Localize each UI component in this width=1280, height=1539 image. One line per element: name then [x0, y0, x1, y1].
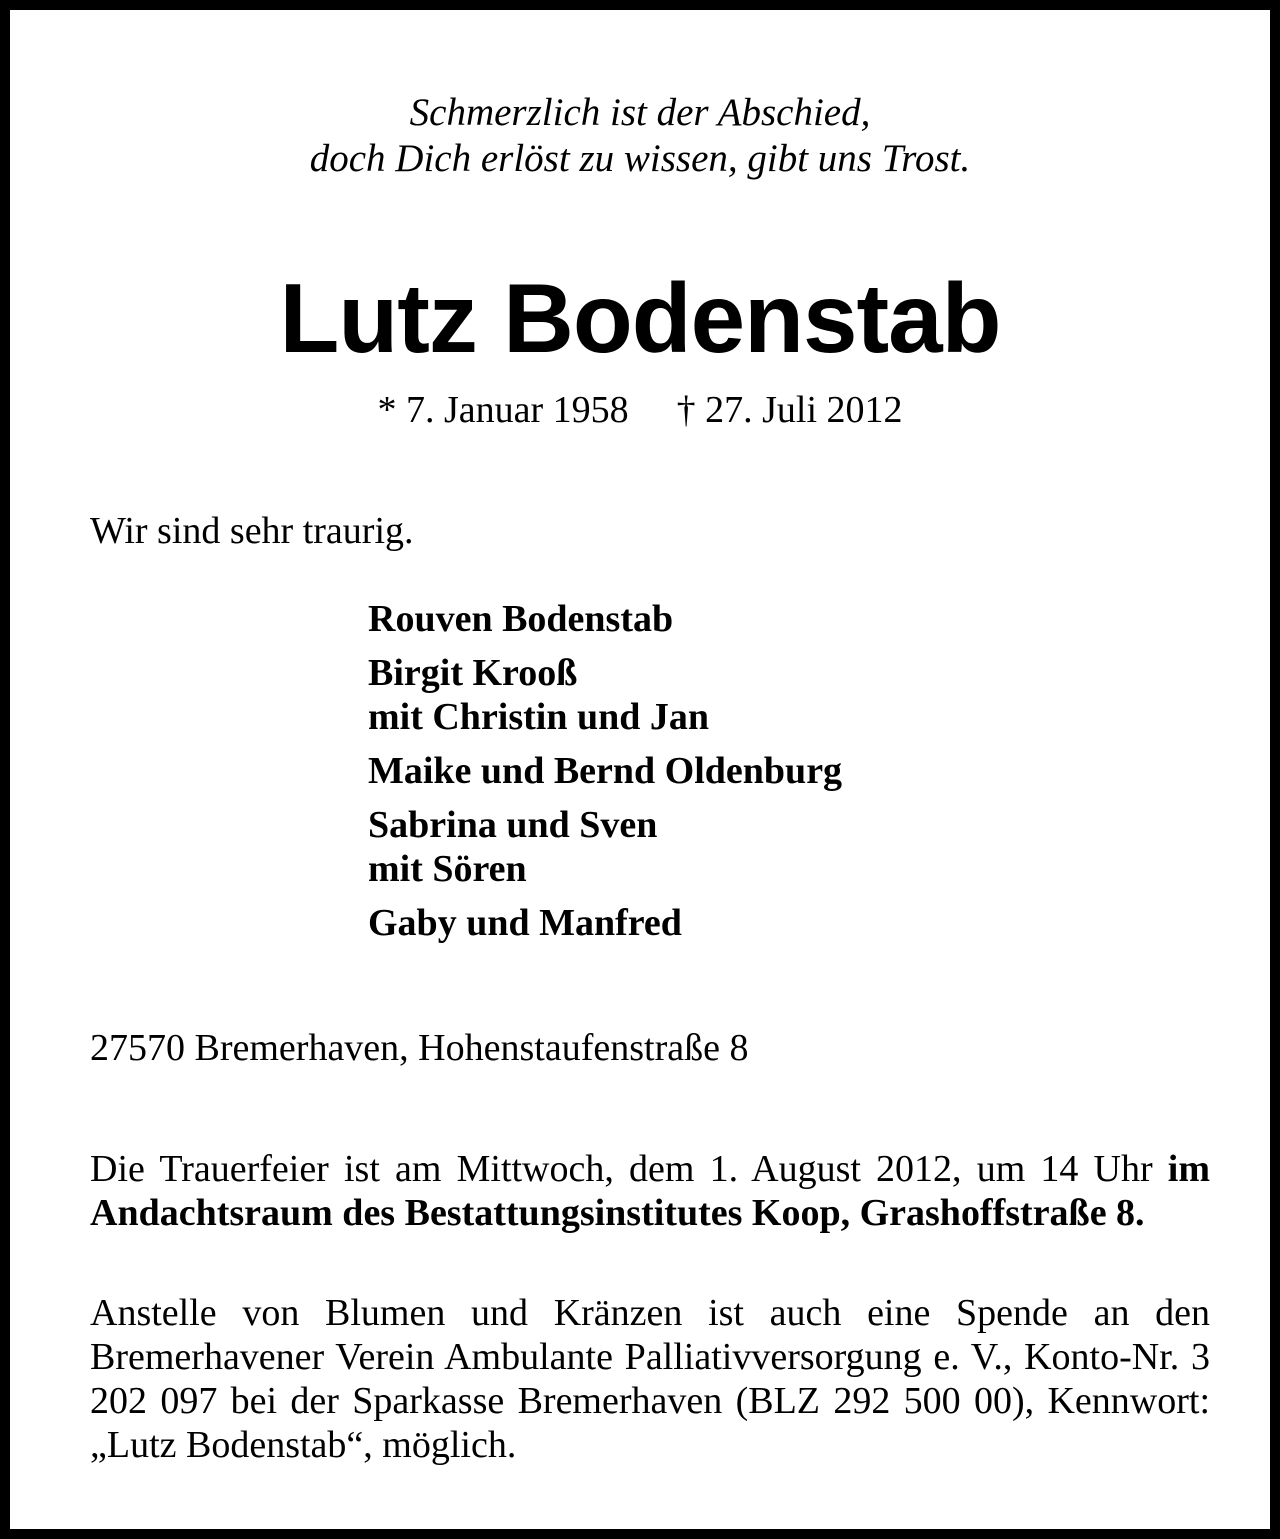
- funeral-text: Die Trauerfeier ist am Mittwoch, dem 1. August 2012, um 14 Uhr: [90, 1148, 1168, 1190]
- mourner-line: Rouven Bodenstab: [368, 598, 674, 640]
- mourner-group: [368, 749, 842, 793]
- mourner-group: [368, 651, 842, 739]
- quote-line-1: Schmerzlich ist der Abschied,: [409, 91, 871, 134]
- donation-request: Anstelle von Blumen und Kränzen ist auch eine Spende an den Bremerhavener Verein Ambulante Palliativversorgung e. V., Konto-Nr. 3 202 097 bei der Sparkasse Bremerhaven (BLZ 292 500 00), Kennwort: „Lutz Bodenstab“, möglich.: [90, 1292, 1210, 1466]
- mourner-line: Sabrina und Sven: [368, 804, 658, 846]
- mourner-line: Gaby und Manfred: [368, 902, 682, 944]
- memorial-quote: [10, 90, 1270, 182]
- death-date: † 27. Juli 2012: [676, 389, 903, 431]
- family-address: 27570 Bremerhaven, Hohenstaufenstraße 8: [90, 1027, 749, 1069]
- mourner-line: mit Sören: [368, 848, 527, 890]
- birth-date: * 7. Januar 1958: [377, 389, 629, 431]
- mourners-list: [368, 597, 842, 955]
- life-dates: [10, 387, 1270, 433]
- funeral-location: im Andachtsraum des Bestattungsinstitutes Koop, Grashoffstraße 8.: [90, 1148, 1210, 1234]
- mourner-group: [368, 803, 842, 891]
- funeral-details: [90, 1147, 1210, 1235]
- mourner-group: [368, 901, 842, 945]
- mourner-line: Birgit Krooß: [368, 652, 578, 694]
- intro-text: Wir sind sehr traurig.: [90, 510, 414, 552]
- deceased-name: Lutz Bodenstab: [279, 263, 1001, 373]
- mourner-line: Maike und Bernd Oldenburg: [368, 750, 843, 792]
- quote-line-2: doch Dich erlöst zu wissen, gibt uns Trost.: [309, 137, 971, 180]
- mourner-line: mit Christin und Jan: [368, 696, 710, 738]
- mourner-group: [368, 597, 842, 641]
